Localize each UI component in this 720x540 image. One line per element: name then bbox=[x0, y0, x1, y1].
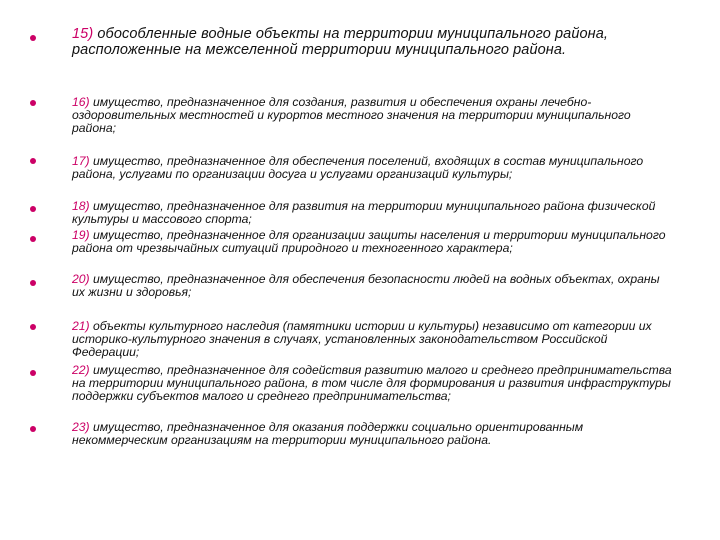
list-item bbox=[72, 155, 672, 181]
bullet-icon bbox=[30, 35, 36, 41]
list-item bbox=[72, 200, 672, 226]
item-text: имущество, предназначенное для создания, развития и обеспечения охраны лечебно-оздоровительных местностей и курортов местного значения на территории муниципального района; bbox=[72, 95, 631, 135]
item-text: объекты культурного наследия (памятники истории и культуры) независимо от категории их историко-культурного значения в случаях, установленных законодательством Российской Федерации; bbox=[72, 319, 652, 359]
bullet-icon bbox=[30, 280, 36, 286]
list-item bbox=[72, 273, 672, 299]
item-text: обособленные водные объекты на территории муниципального района, расположенные на межселенной территории муниципального района. bbox=[72, 26, 609, 58]
bullet-icon bbox=[30, 236, 36, 242]
item-text: имущество, предназначенное для обеспечения поселений, входящих в состав муниципального района, услугами по организации досуга и услугами организаций культуры; bbox=[72, 154, 644, 181]
list-item bbox=[72, 320, 672, 359]
item-number: 17) bbox=[72, 154, 90, 168]
list-item bbox=[72, 364, 672, 403]
bullet-icon bbox=[30, 426, 36, 432]
bullet-icon bbox=[30, 158, 36, 164]
item-number: 22) bbox=[72, 363, 90, 377]
item-number: 19) bbox=[72, 228, 90, 242]
list-item bbox=[72, 96, 672, 135]
list-item bbox=[72, 421, 672, 447]
bullet-icon bbox=[30, 100, 36, 106]
item-number: 21) bbox=[72, 319, 90, 333]
item-text: имущество, предназначенное для содействия развитию малого и среднего предпринимательства на территории муниципального района, в том числе для формирования и развития инфраструктуры поддержки субъектов малого и среднего предпринимательства; bbox=[72, 363, 672, 403]
item-text: имущество, предназначенное для развития на территории муниципального района физической культуры и массового спорта; bbox=[72, 199, 656, 226]
item-number: 20) bbox=[72, 272, 90, 286]
bullet-icon bbox=[30, 370, 36, 376]
bullet-icon bbox=[30, 324, 36, 330]
list-item bbox=[72, 229, 672, 255]
item-number: 15) bbox=[72, 26, 94, 42]
item-text: имущество, предназначенное для обеспечения безопасности людей на водных объектах, охраны их жизни и здоровья; bbox=[72, 272, 660, 299]
item-text: имущество, предназначенное для организации защиты населения и территории муниципального района от чрезвычайных ситуаций природного и техногенного характера; bbox=[72, 228, 666, 255]
bullet-icon bbox=[30, 206, 36, 212]
item-number: 16) bbox=[72, 95, 90, 109]
list-item bbox=[72, 26, 672, 58]
item-text: имущество, предназначенное для оказания поддержки социально ориентированным некоммерческим организациям на территории муниципального района. bbox=[72, 420, 584, 447]
item-number: 23) bbox=[72, 420, 90, 434]
item-number: 18) bbox=[72, 199, 90, 213]
